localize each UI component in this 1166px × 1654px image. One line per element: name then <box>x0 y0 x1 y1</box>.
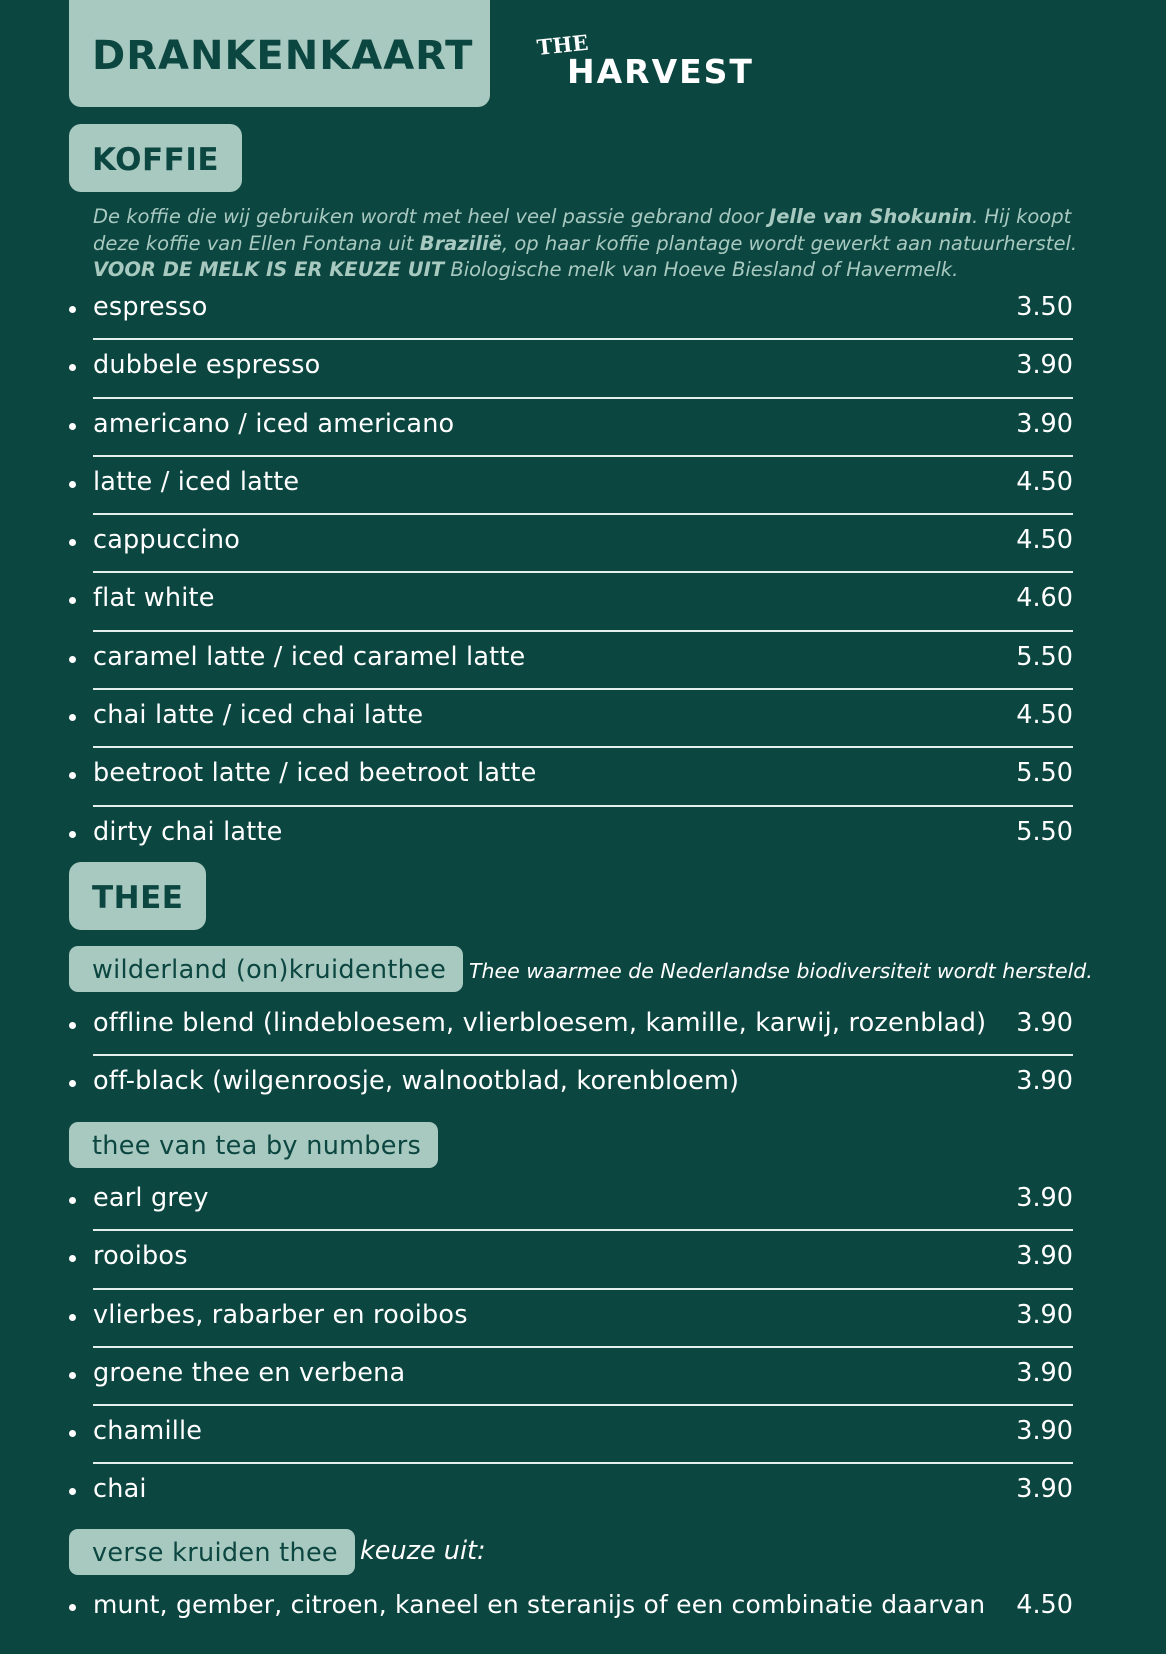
coffee-intro-country: Brazilië <box>419 231 502 255</box>
item-price: 3.50 <box>1016 292 1073 322</box>
item-price: 3.90 <box>1016 1299 1073 1330</box>
menu-item <box>0 515 1166 573</box>
page-title: DRANKENKAART <box>69 0 490 107</box>
item-name: caramel latte / iced caramel latte <box>93 641 526 672</box>
wilderland-label: wilderland (on)kruidenthee <box>69 946 463 992</box>
menu-item <box>0 807 1166 865</box>
harvest-logo <box>535 29 754 91</box>
bullet-icon <box>69 1430 76 1437</box>
item-name: espresso <box>93 292 208 322</box>
item-price: 4.50 <box>1016 466 1073 497</box>
coffee-intro-text-1: De koffie die wij gebruiken wordt met heel veel passie gebrand door <box>93 205 769 228</box>
menu-item <box>0 748 1166 806</box>
bullet-icon <box>69 1372 76 1379</box>
item-name: rooibos <box>93 1241 188 1272</box>
menu-item <box>0 1231 1166 1289</box>
item-price: 5.50 <box>1016 641 1073 672</box>
coffee-intro <box>93 204 1093 284</box>
bullet-icon <box>69 1197 76 1204</box>
item-price: 3.90 <box>1016 1241 1073 1272</box>
item-name: dubbele espresso <box>93 350 321 381</box>
item-name: americano / iced americano <box>93 408 455 439</box>
item-name: flat white <box>93 583 215 614</box>
item-price: 3.90 <box>1016 350 1073 381</box>
bullet-icon <box>69 656 76 663</box>
wilderland-list <box>0 998 1166 1115</box>
fresh-herbs-list <box>0 1580 1166 1638</box>
menu-item <box>0 399 1166 457</box>
item-name: off-black (wilgenroosje, walnootblad, korenbloem) <box>93 1066 740 1097</box>
coffee-intro-milk-heading: VOOR DE MELK IS ER KEUZE UIT <box>93 258 445 281</box>
menu-item <box>0 1290 1166 1348</box>
bullet-icon <box>69 306 76 313</box>
item-price: 4.50 <box>1016 525 1073 556</box>
coffee-intro-text-3: , op haar koffie plantage wordt gewerkt aan natuurherstel. <box>501 231 1078 255</box>
wilderland-note: Thee waarmee de Nederlandse biodiversiteit wordt hersteld. <box>469 959 1093 983</box>
tea-section-heading: THEE <box>69 862 206 930</box>
coffee-list <box>0 282 1166 865</box>
menu-item <box>0 632 1166 690</box>
item-name: offline blend (lindebloesem, vlierbloesem, kamille, karwij, rozenblad) <box>93 1008 987 1038</box>
bullet-icon <box>69 1080 76 1087</box>
logo-the-text: THE <box>535 29 590 60</box>
logo-name-text: HARVEST <box>567 52 754 91</box>
menu-item <box>0 1406 1166 1464</box>
bullet-icon <box>69 831 76 838</box>
item-price: 4.50 <box>1016 1590 1073 1620</box>
bullet-icon <box>69 539 76 546</box>
menu-item <box>0 1580 1166 1638</box>
item-name: munt, gember, citroen, kaneel en steranijs of een combinatie daarvan <box>93 1590 986 1619</box>
item-price: 4.50 <box>1016 700 1073 731</box>
coffee-intro-text-2: . Hij koopt deze koffie van Ellen Fontana uit <box>93 205 1072 255</box>
bullet-icon <box>69 1604 76 1611</box>
bullet-icon <box>69 772 76 779</box>
menu-item <box>0 340 1166 398</box>
fresh-herbs-label: verse kruiden thee <box>69 1529 355 1575</box>
item-price: 5.50 <box>1016 758 1073 789</box>
coffee-intro-text-4: Biologische melk van Hoeve Biesland of Havermelk. <box>444 258 959 281</box>
item-name: vlierbes, rabarber en rooibos <box>93 1299 468 1330</box>
item-price: 3.90 <box>1016 1474 1073 1505</box>
item-name: cappuccino <box>93 525 241 556</box>
item-name: latte / iced latte <box>93 466 300 497</box>
menu-item <box>0 1464 1166 1522</box>
item-price: 3.90 <box>1016 1416 1073 1447</box>
menu-item <box>0 1056 1166 1114</box>
bullet-icon <box>69 1488 76 1495</box>
item-price: 5.50 <box>1016 816 1073 847</box>
bullet-icon <box>69 597 76 604</box>
bullet-icon <box>69 1022 76 1029</box>
item-price: 3.90 <box>1016 408 1073 439</box>
item-price: 3.90 <box>1016 1357 1073 1388</box>
item-name: beetroot latte / iced beetroot latte <box>93 758 537 789</box>
item-name: dirty chai latte <box>93 816 283 847</box>
tea-by-numbers-list <box>0 1173 1166 1523</box>
item-name: earl grey <box>93 1183 209 1213</box>
fresh-herbs-note: keuze uit: <box>360 1536 486 1566</box>
item-price: 3.90 <box>1016 1008 1073 1038</box>
bullet-icon <box>69 423 76 430</box>
coffee-section-heading: KOFFIE <box>69 124 242 192</box>
item-name: chai latte / iced chai latte <box>93 700 424 731</box>
bullet-icon <box>69 364 76 371</box>
tea-by-numbers-label: thee van tea by numbers <box>69 1122 438 1168</box>
menu-item <box>0 998 1166 1056</box>
item-name: groene thee en verbena <box>93 1357 406 1388</box>
item-price: 3.90 <box>1016 1066 1073 1097</box>
bullet-icon <box>69 481 76 488</box>
item-price: 4.60 <box>1016 583 1073 614</box>
bullet-icon <box>69 1314 76 1321</box>
menu-item <box>0 573 1166 631</box>
bullet-icon <box>69 714 76 721</box>
menu-item <box>0 1348 1166 1406</box>
coffee-intro-roaster: Jelle van Shokunin <box>768 205 972 228</box>
item-price: 3.90 <box>1016 1183 1073 1213</box>
menu-item <box>0 1173 1166 1231</box>
item-name: chamille <box>93 1416 203 1447</box>
bullet-icon <box>69 1255 76 1262</box>
menu-item <box>0 690 1166 748</box>
menu-item <box>0 457 1166 515</box>
menu-item <box>0 282 1166 340</box>
item-name: chai <box>93 1474 147 1505</box>
